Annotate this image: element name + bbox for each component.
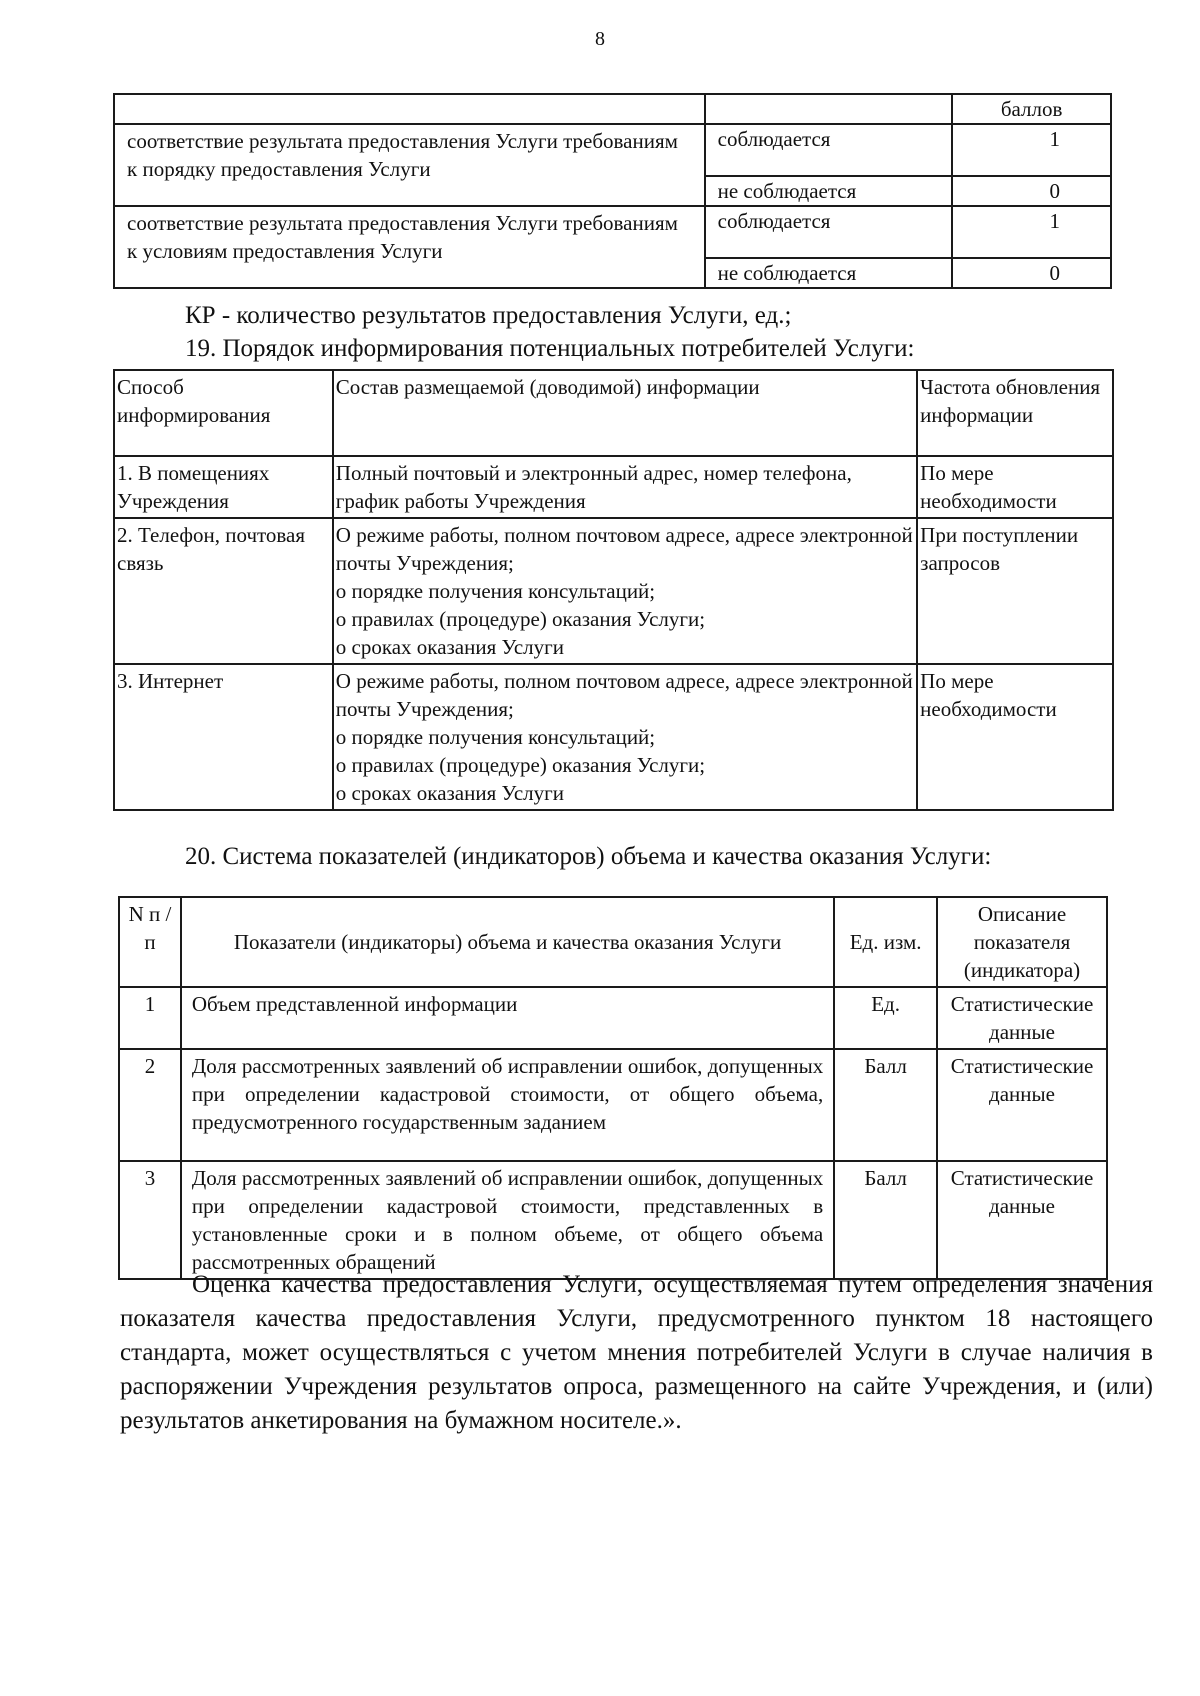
description-cell: Статистические данные (937, 987, 1107, 1049)
unit-cell: Балл (834, 1049, 937, 1161)
score-cell: 0 (952, 176, 1111, 206)
status-cell: соблюдается (705, 206, 953, 258)
score-cell: 1 (952, 124, 1111, 176)
status-cell: не соблюдается (705, 258, 953, 288)
page-number: 8 (595, 28, 605, 50)
content-line: О режиме работы, полном почтовом адресе, адресе электронной почты Учреждения; (335, 523, 913, 575)
row-number: 3 (119, 1161, 181, 1279)
content-cell (333, 664, 917, 810)
column-header: Состав размещаемой (доводимой) информации (333, 370, 917, 456)
section-19-heading: 19. Порядок информирования потенциальных потребителей Услуги: (185, 335, 915, 362)
table-row (119, 1161, 1107, 1279)
table-row (119, 987, 1107, 1049)
method-cell: 2. Телефон, почтовая связь (114, 518, 333, 664)
status-cell: не соблюдается (705, 176, 953, 206)
unit-cell: Балл (834, 1161, 937, 1279)
column-header: Частота обновления информации (917, 370, 1113, 456)
table-row (114, 206, 1111, 258)
informing-table (113, 369, 1114, 811)
table-row (114, 94, 1111, 124)
column-header: Показатели (индикаторы) объема и качества оказания Услуги (181, 897, 834, 987)
indicator-cell: Доля рассмотренных заявлений об исправлении ошибок, допущенных при определении кадастровой стоимости, представленных в установленные сроки и в полном объеме, от общего объема рассмотренных обращений (181, 1161, 834, 1279)
table-row (119, 1049, 1107, 1161)
column-header: Ед. изм. (834, 897, 937, 987)
score-header: баллов (952, 94, 1111, 124)
column-header: Способ информирования (114, 370, 333, 456)
score-cell: 0 (952, 258, 1111, 288)
criteria-table (113, 93, 1112, 289)
description-cell: Статистические данные (937, 1161, 1107, 1279)
content-line: о порядке получения консультаций; (335, 725, 656, 749)
table-cell (705, 94, 953, 124)
indicator-cell: Объем представленной информации (181, 987, 834, 1049)
content-line: о порядке получения консультаций; (335, 579, 656, 603)
method-cell: 1. В помещениях Учреждения (114, 456, 333, 518)
criterion-cell: соответствие результата предоставления Услуги требованиям к порядку предоставления Услуги (114, 124, 705, 206)
frequency-cell: По мере необходимости (917, 456, 1113, 518)
table-cell (114, 94, 705, 124)
final-paragraph: Оценка качества предоставления Услуги, осуществляемая путем определения значения показателя качества предоставления Услуги, предусмотренного пунктом 18 настоящего стандарта, может осуществляться с учетом мнения потребителей Услуги в случае наличия в распоряжении Учреждения результатов опроса, размещенного на сайте Учреждения, и (или) результатов анкетирования на бумажном носителе.». (120, 1271, 1153, 1434)
table-row (114, 456, 1113, 518)
table-row (114, 518, 1113, 664)
section-20-heading: 20. Система показателей (индикаторов) объема и качества оказания Услуги: (185, 843, 992, 870)
indicators-table (118, 896, 1108, 1280)
table-row (114, 124, 1111, 176)
status-cell: соблюдается (705, 124, 953, 176)
table-header-row (119, 897, 1107, 987)
kp-definition: КР - количество результатов предоставления Услуги, ед.; (185, 302, 792, 329)
frequency-cell: При поступлении запросов (917, 518, 1113, 664)
content-cell (333, 456, 917, 518)
content-line: о сроках оказания Услуги (335, 781, 565, 805)
content-line: О режиме работы, полном почтовом адресе, адресе электронной почты Учреждения; (335, 669, 913, 721)
score-cell: 1 (952, 206, 1111, 258)
unit-cell: Ед. (834, 987, 937, 1049)
content-line: о сроках оказания Услуги (335, 635, 565, 659)
column-header: Описание показателя (индикатора) (937, 897, 1107, 987)
criterion-cell: соответствие результата предоставления Услуги требованиям к условиям предоставления Услуги (114, 206, 705, 288)
table-header-row (114, 370, 1113, 456)
table-row (114, 664, 1113, 810)
content-line: о правилах (процедуре) оказания Услуги; (335, 607, 706, 631)
method-cell: 3. Интернет (114, 664, 333, 810)
indicator-cell: Доля рассмотренных заявлений об исправлении ошибок, допущенных при определении кадастровой стоимости, от общего объема, предусмотренного государственным заданием (181, 1049, 834, 1161)
row-number: 2 (119, 1049, 181, 1161)
column-header: N п /п (119, 897, 181, 987)
frequency-cell: По мере необходимости (917, 664, 1113, 810)
description-cell: Статистические данные (937, 1049, 1107, 1161)
content-line: Полный почтовый и электронный адрес, номер телефона, график работы Учреждения (335, 461, 852, 513)
row-number: 1 (119, 987, 181, 1049)
content-line: о правилах (процедуре) оказания Услуги; (335, 753, 706, 777)
content-cell (333, 518, 917, 664)
